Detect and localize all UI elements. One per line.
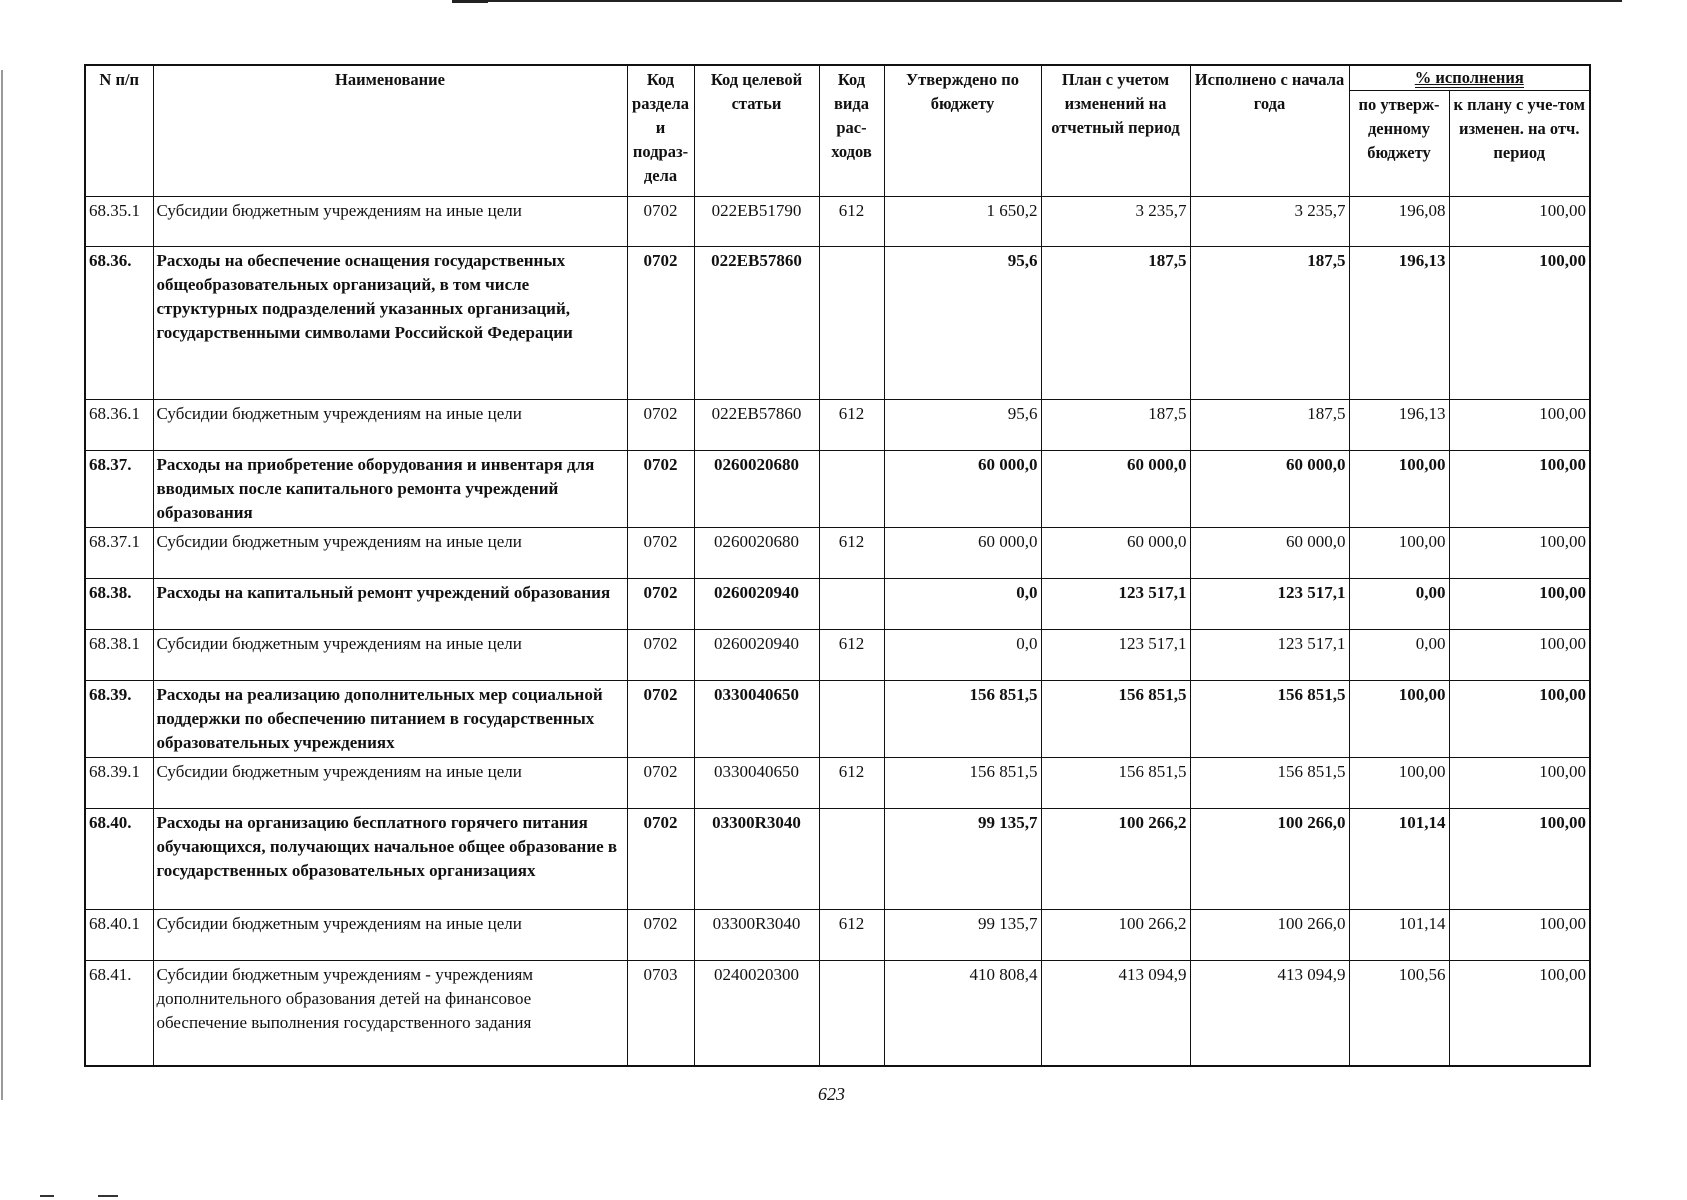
- row-name: Субсидии бюджетным учреждениям на иные цели: [153, 910, 627, 961]
- row-name: Субсидии бюджетным учреждениям - учреждениям дополнительного образования детей на финансовое обеспечение выполнения государственного задания: [153, 961, 627, 1067]
- row-approved: 0,0: [884, 630, 1041, 681]
- row-approved: 60 000,0: [884, 528, 1041, 579]
- row-expense-kind-code: [819, 961, 884, 1067]
- table-row: [85, 197, 1590, 247]
- header-plan: План с учетом изменений на отчетный период: [1041, 65, 1190, 197]
- row-name: Расходы на организацию бесплатного горячего питания обучающихся, получающих начальное общее образование в государственных образовательных организациях: [153, 809, 627, 910]
- row-plan: 123 517,1: [1041, 579, 1190, 630]
- row-pct-plan: 100,00: [1449, 528, 1590, 579]
- row-target-code: 0240020300: [694, 961, 819, 1067]
- row-expense-kind-code: [819, 579, 884, 630]
- row-pct-budget: 100,56: [1349, 961, 1449, 1067]
- row-pct-plan: 100,00: [1449, 809, 1590, 910]
- row-executed: 60 000,0: [1190, 528, 1349, 579]
- row-plan: 187,5: [1041, 400, 1190, 451]
- row-approved: 156 851,5: [884, 758, 1041, 809]
- row-executed: 100 266,0: [1190, 910, 1349, 961]
- row-pct-plan: 100,00: [1449, 910, 1590, 961]
- row-name: Субсидии бюджетным учреждениям на иные цели: [153, 197, 627, 247]
- row-executed: 123 517,1: [1190, 579, 1349, 630]
- table-header: [85, 65, 1590, 197]
- row-executed: 100 266,0: [1190, 809, 1349, 910]
- table-row: [85, 247, 1590, 400]
- row-pct-budget: 100,00: [1349, 451, 1449, 528]
- row-pct-plan: 100,00: [1449, 400, 1590, 451]
- row-pct-plan: 100,00: [1449, 247, 1590, 400]
- row-section-code: 0702: [627, 197, 694, 247]
- row-number: 68.37.1: [85, 528, 153, 579]
- row-expense-kind-code: [819, 809, 884, 910]
- table-row: [85, 758, 1590, 809]
- row-number: 68.39.: [85, 681, 153, 758]
- row-plan: 60 000,0: [1041, 528, 1190, 579]
- table-row: [85, 910, 1590, 961]
- row-number: 68.38.1: [85, 630, 153, 681]
- row-pct-plan: 100,00: [1449, 630, 1590, 681]
- row-executed: 187,5: [1190, 400, 1349, 451]
- row-pct-budget: 196,08: [1349, 197, 1449, 247]
- row-section-code: 0702: [627, 809, 694, 910]
- scan-artifact: [40, 1195, 54, 1197]
- row-pct-plan: 100,00: [1449, 961, 1590, 1067]
- row-expense-kind-code: 612: [819, 400, 884, 451]
- row-expense-kind-code: 612: [819, 758, 884, 809]
- row-target-code: 022ЕВ57860: [694, 400, 819, 451]
- header-pct-group-label: % исполнения: [1414, 68, 1524, 87]
- header-pct-group: [1349, 65, 1590, 91]
- row-pct-budget: 196,13: [1349, 400, 1449, 451]
- row-pct-budget: 100,00: [1349, 758, 1449, 809]
- row-approved: 95,6: [884, 400, 1041, 451]
- table-row: [85, 961, 1590, 1067]
- row-expense-kind-code: 612: [819, 630, 884, 681]
- header-expense-kind-code: Код вида рас-ходов: [819, 65, 884, 197]
- row-section-code: 0702: [627, 247, 694, 400]
- row-pct-plan: 100,00: [1449, 579, 1590, 630]
- row-target-code: 0330040650: [694, 758, 819, 809]
- row-number: 68.36.: [85, 247, 153, 400]
- row-section-code: 0702: [627, 910, 694, 961]
- row-name: Субсидии бюджетным учреждениям на иные цели: [153, 400, 627, 451]
- row-pct-budget: 101,14: [1349, 809, 1449, 910]
- row-section-code: 0703: [627, 961, 694, 1067]
- row-target-code: 0260020940: [694, 630, 819, 681]
- header-executed: Исполнено с начала года: [1190, 65, 1349, 197]
- row-target-code: 022ЕВ51790: [694, 197, 819, 247]
- header-section-code: Код раздела и подраз-дела: [627, 65, 694, 197]
- row-pct-budget: 196,13: [1349, 247, 1449, 400]
- row-pct-budget: 0,00: [1349, 630, 1449, 681]
- row-name: Расходы на капитальный ремонт учреждений образования: [153, 579, 627, 630]
- row-target-code: 0330040650: [694, 681, 819, 758]
- header-target-code: Код целевой статьи: [694, 65, 819, 197]
- header-name: Наименование: [153, 65, 627, 197]
- row-approved: 99 135,7: [884, 910, 1041, 961]
- row-approved: 60 000,0: [884, 451, 1041, 528]
- row-approved: 410 808,4: [884, 961, 1041, 1067]
- table-row: [85, 681, 1590, 758]
- row-plan: 60 000,0: [1041, 451, 1190, 528]
- row-name: Расходы на приобретение оборудования и инвентаря для вводимых после капитального ремонта учреждений образования: [153, 451, 627, 528]
- row-section-code: 0702: [627, 528, 694, 579]
- row-expense-kind-code: [819, 451, 884, 528]
- row-name: Расходы на обеспечение оснащения государственных общеобразовательных организаций, в том числе структурных подразделений указанных организаций, государственными символами Российской Федерации: [153, 247, 627, 400]
- row-name: Расходы на реализацию дополнительных мер социальной поддержки по обеспечению питанием в государственных образовательных учреждениях: [153, 681, 627, 758]
- row-plan: 123 517,1: [1041, 630, 1190, 681]
- row-approved: 95,6: [884, 247, 1041, 400]
- row-section-code: 0702: [627, 758, 694, 809]
- row-plan: 156 851,5: [1041, 758, 1190, 809]
- row-number: 68.41.: [85, 961, 153, 1067]
- row-target-code: 0260020940: [694, 579, 819, 630]
- row-section-code: 0702: [627, 630, 694, 681]
- row-name: Субсидии бюджетным учреждениям на иные цели: [153, 528, 627, 579]
- row-number: 68.36.1: [85, 400, 153, 451]
- row-pct-budget: 100,00: [1349, 681, 1449, 758]
- row-number: 68.40.1: [85, 910, 153, 961]
- row-pct-budget: 101,14: [1349, 910, 1449, 961]
- header-approved: Утверждено по бюджету: [884, 65, 1041, 197]
- row-target-code: 0260020680: [694, 528, 819, 579]
- row-number: 68.35.1: [85, 197, 153, 247]
- row-plan: 156 851,5: [1041, 681, 1190, 758]
- row-plan: 100 266,2: [1041, 809, 1190, 910]
- row-plan: 413 094,9: [1041, 961, 1190, 1067]
- row-target-code: 03300R3040: [694, 910, 819, 961]
- row-executed: 60 000,0: [1190, 451, 1349, 528]
- row-pct-budget: 0,00: [1349, 579, 1449, 630]
- row-pct-budget: 100,00: [1349, 528, 1449, 579]
- row-pct-plan: 100,00: [1449, 681, 1590, 758]
- row-section-code: 0702: [627, 400, 694, 451]
- row-approved: 99 135,7: [884, 809, 1041, 910]
- row-plan: 100 266,2: [1041, 910, 1190, 961]
- table-row: [85, 451, 1590, 528]
- row-section-code: 0702: [627, 681, 694, 758]
- budget-execution-table: [84, 64, 1591, 1067]
- header-num: N п/п: [85, 65, 153, 197]
- row-approved: 1 650,2: [884, 197, 1041, 247]
- table-row: [85, 579, 1590, 630]
- row-name: Субсидии бюджетным учреждениям на иные цели: [153, 758, 627, 809]
- row-approved: 156 851,5: [884, 681, 1041, 758]
- header-pct-plan: к плану с уче-том изменен. на отч. период: [1449, 91, 1590, 197]
- row-expense-kind-code: [819, 681, 884, 758]
- row-target-code: 022ЕВ57860: [694, 247, 819, 400]
- row-expense-kind-code: [819, 247, 884, 400]
- top-rule: [452, 0, 1622, 2]
- row-number: 68.38.: [85, 579, 153, 630]
- row-pct-plan: 100,00: [1449, 758, 1590, 809]
- scan-edge: [1, 70, 3, 1100]
- table-row: [85, 528, 1590, 579]
- row-section-code: 0702: [627, 579, 694, 630]
- row-pct-plan: 100,00: [1449, 197, 1590, 247]
- row-executed: 156 851,5: [1190, 758, 1349, 809]
- row-name: Субсидии бюджетным учреждениям на иные цели: [153, 630, 627, 681]
- row-target-code: 03300R3040: [694, 809, 819, 910]
- scan-artifact: [98, 1195, 118, 1197]
- row-expense-kind-code: 612: [819, 910, 884, 961]
- row-expense-kind-code: 612: [819, 197, 884, 247]
- row-number: 68.37.: [85, 451, 153, 528]
- row-plan: 3 235,7: [1041, 197, 1190, 247]
- row-pct-plan: 100,00: [1449, 451, 1590, 528]
- top-rule-stub: [452, 0, 488, 3]
- table-row: [85, 400, 1590, 451]
- row-executed: 123 517,1: [1190, 630, 1349, 681]
- row-approved: 0,0: [884, 579, 1041, 630]
- row-number: 68.40.: [85, 809, 153, 910]
- table-row: [85, 630, 1590, 681]
- table-row: [85, 809, 1590, 910]
- row-executed: 156 851,5: [1190, 681, 1349, 758]
- row-executed: 187,5: [1190, 247, 1349, 400]
- row-plan: 187,5: [1041, 247, 1190, 400]
- row-executed: 3 235,7: [1190, 197, 1349, 247]
- table-body: [85, 197, 1590, 1067]
- row-section-code: 0702: [627, 451, 694, 528]
- row-number: 68.39.1: [85, 758, 153, 809]
- page-number: 623: [818, 1084, 845, 1104]
- row-expense-kind-code: 612: [819, 528, 884, 579]
- header-pct-budget: по утверж-денному бюджету: [1349, 91, 1449, 197]
- row-executed: 413 094,9: [1190, 961, 1349, 1067]
- row-target-code: 0260020680: [694, 451, 819, 528]
